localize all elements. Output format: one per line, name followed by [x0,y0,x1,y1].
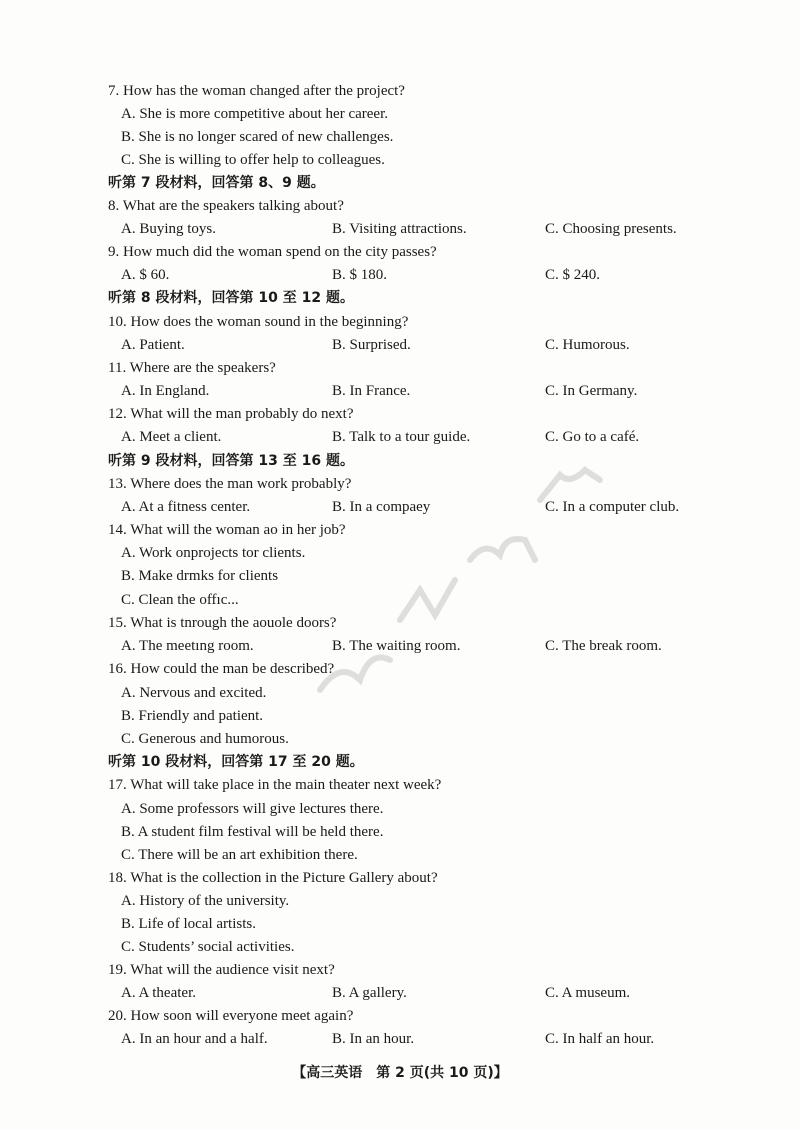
question-14-option-a: A. Work onprojects tor clients. [121,545,306,561]
section-heading-8: 听第 8 段材料，回答第 10 至 12 题。 [108,290,354,306]
page-footer: 【高三英语 第 2 页(共 10 页)】 [292,1065,508,1081]
question-8-option-c: C. Choosing presents. [545,221,677,237]
question-13-option-b: B. In a compaey [332,499,431,515]
question-9-stem: 9. How much did the woman spend on the city passes? [108,244,437,260]
question-20-option-b: B. In an hour. [332,1031,415,1047]
question-10-stem: 10. How does the woman sound in the beginning? [108,314,409,330]
question-11-option-c: C. In Germany. [545,383,638,399]
question-14-stem: 14. What will the woman ao in her job? [108,522,346,538]
question-16-option-c: C. Generous and humorous. [121,731,289,747]
question-14-option-c: C. Clean the offıc... [121,592,239,608]
question-10-option-b: B. Surprised. [332,337,411,353]
section-heading-7: 听第 7 段材料，回答第 8、9 题。 [108,175,325,191]
question-15-option-b: B. The waiting room. [332,638,461,654]
question-9-option-a: A. $ 60. [121,267,170,283]
question-15-option-c: C. The break room. [545,638,662,654]
question-19-option-b: B. A gallery. [332,985,407,1001]
question-17-stem: 17. What will take place in the main theater next week? [108,777,442,793]
question-8-option-b: B. Visiting attractions. [332,221,467,237]
question-10-option-a: A. Patient. [121,337,185,353]
question-12-option-c: C. Go to a café. [545,429,640,445]
question-8-stem: 8. What are the speakers talking about? [108,198,344,214]
question-13-option-a: A. At a fitness center. [121,499,251,515]
question-14-option-b: B. Make drmks for clients [121,568,279,584]
section-heading-9: 听第 9 段材料，回答第 13 至 16 题。 [108,453,354,469]
question-17-option-b: B. A student film festival will be held there. [121,824,384,840]
question-7-option-a: A. She is more competitive about her career. [121,106,388,122]
question-20-option-c: C. In half an hour. [545,1031,655,1047]
question-13-option-c: C. In a computer club. [545,499,680,515]
question-11-option-a: A. In England. [121,383,210,399]
question-19-stem: 19. What will the audience visit next? [108,962,335,978]
question-15-option-a: A. The meetıng room. [121,638,254,654]
question-7-stem: 7. How has the woman changed after the project? [108,83,405,99]
question-16-stem: 16. How could the man be described? [108,661,335,677]
question-10-option-c: C. Humorous. [545,337,630,353]
question-19-option-c: C. A museum. [545,985,631,1001]
question-13-stem: 13. Where does the man work probably? [108,476,352,492]
question-18-option-b: B. Life of local artists. [121,916,256,932]
question-18-option-c: C. Students’ social activities. [121,939,295,955]
section-heading-10: 听第 10 段材料，回答第 17 至 20 题。 [108,754,364,770]
question-15-stem: 15. What is tnrough the aouole doors? [108,615,337,631]
question-9-option-b: B. $ 180. [332,267,388,283]
question-11-stem: 11. Where are the speakers? [108,360,276,376]
question-7-option-b: B. She is no longer scared of new challenges. [121,129,394,145]
question-16-option-b: B. Friendly and patient. [121,708,264,724]
question-12-stem: 12. What will the man probably do next? [108,406,354,422]
question-12-option-b: B. Talk to a tour guide. [332,429,471,445]
question-17-option-a: A. Some professors will give lectures there. [121,801,384,817]
question-12-option-a: A. Meet a client. [121,429,222,445]
question-19-option-a: A. A theater. [121,985,196,1001]
question-16-option-a: A. Nervous and excited. [121,685,267,701]
question-8-option-a: A. Buying toys. [121,221,217,237]
question-17-option-c: C. There will be an art exhibition there. [121,847,358,863]
question-7-option-c: C. She is willing to offer help to colleagues. [121,152,385,168]
question-18-option-a: A. History of the university. [121,893,290,909]
question-20-stem: 20. How soon will everyone meet again? [108,1008,354,1024]
question-18-stem: 18. What is the collection in the Picture Gallery about? [108,870,438,886]
question-9-option-c: C. $ 240. [545,267,601,283]
question-20-option-a: A. In an hour and a half. [121,1031,268,1047]
question-11-option-b: B. In France. [332,383,411,399]
